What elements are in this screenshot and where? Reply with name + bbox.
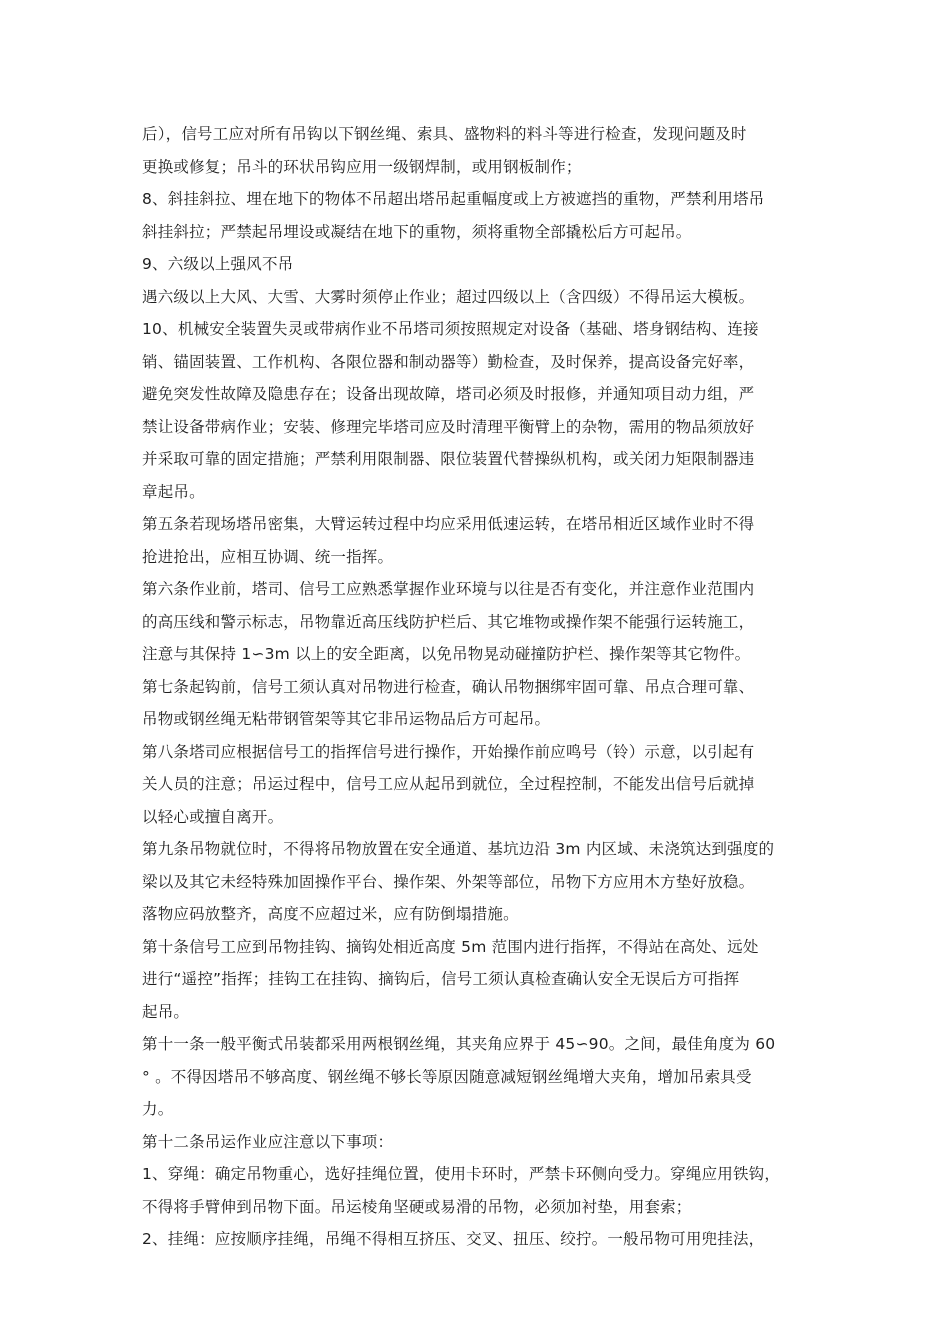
text-line: 梁以及其它未经特殊加固操作平台、操作架、外架等部位，吊物下方应用木方垫好放稳。 (142, 872, 755, 891)
text-line: 力。 (142, 1100, 174, 1118)
text-line: 更换或修复；吊斗的环状吊钩应用一级钢焊制，或用钢板制作； (142, 157, 582, 176)
text-line: 注意与其保持 1∽3m 以上的安全距离，以免吊物晃动碰撞防护栏、操作架等其它物件。 (142, 645, 751, 663)
text-line: 第七条起钩前，信号工须认真对吊物进行检查，确认吊物捆绑牢固可靠、吊点合理可靠、 (142, 677, 755, 696)
text-line: 8、斜挂斜拉、埋在地下的物体不吊超出塔吊起重幅度或上方被遮挡的重物，严禁利用塔吊 (142, 190, 765, 208)
text-line: 斜挂斜拉；严禁起吊埋设或凝结在地下的重物，须将重物全部撬松后方可起吊。 (142, 222, 692, 241)
text-line: 章起吊。 (142, 482, 205, 501)
text-line: 进行“遥控”指挥；挂钩工在挂钩、摘钩后，信号工须认真检查确认安全无误后方可指挥 (142, 970, 740, 988)
text-line: 第十条信号工应到吊物挂钩、摘钩处相近高度 5m 范围内进行指挥，不得站在高处、远处 (142, 937, 759, 956)
text-line: 10、机械安全装置失灵或带病作业不吊塔司须按照规定对设备（基础、塔身钢结构、连接 (142, 320, 759, 338)
text-line: ° 。不得因塔吊不够高度、钢丝绳不够长等原因随意减短钢丝绳增大夹角，增加吊索具受 (142, 1067, 752, 1086)
text-line: 遇六级以上大风、大雪、大雾时须停止作业；超过四级以上（含四级）不得吊运大模板。 (142, 287, 755, 306)
text-line: 第六条作业前，塔司、信号工应熟悉掌握作业环境与以往是否有变化，并注意作业范围内 (142, 580, 755, 598)
text-line: 第八条塔司应根据信号工的指挥信号进行操作，开始操作前应鸣号（铃）示意，以引起有 (142, 742, 755, 761)
text-line: 吊物或钢丝绳无粘带钢管架等其它非吊运物品后方可起吊。 (142, 710, 551, 728)
text-line: 销、锚固装置、工作机构、各限位器和制动器等）勤检查，及时保养，提高设备完好率， (142, 352, 755, 371)
text-line: 起吊。 (142, 1002, 190, 1021)
document-body (142, 118, 822, 1256)
text-line: 以轻心或擅自离开。 (142, 807, 284, 826)
text-line: 第五条若现场塔吊密集，大臂运转过程中均应采用低速运转，在塔吊相近区域作业时不得 (142, 515, 755, 533)
text-line: 避免突发性故障及隐患存在；设备出现故障，塔司必须及时报修，并通知项目动力组，严 (142, 385, 755, 403)
text-line: 9、六级以上强风不吊 (142, 255, 294, 273)
text-line: 抢进抢出，应相互协调、统一指挥。 (142, 547, 394, 566)
text-line: 第十一条一般平衡式吊装都采用两根钢丝绳，其夹角应界于 45∽90。之间，最佳角度为 60 (142, 1035, 776, 1053)
text-line: 关人员的注意；吊运过程中，信号工应从起吊到就位，全过程控制，不能发出信号后就掉 (142, 775, 755, 793)
text-line: 并采取可靠的固定措施；严禁利用限制器、限位装置代替操纵机构，或关闭力矩限制器违 (142, 450, 755, 468)
text-line: 的高压线和警示标志，吊物靠近高压线防护栏后、其它堆物或操作架不能强行运转施工， (142, 612, 755, 631)
text-line: 1、穿绳：确定吊物重心，选好挂绳位置，使用卡环时，严禁卡环侧向受力。穿绳应用铁钩， (142, 1165, 781, 1183)
text-line: 2、挂绳：应按顺序挂绳，吊绳不得相互挤压、交叉、扭压、绞拧。一般吊物可用兜挂法， (142, 1230, 765, 1248)
text-line: 第十二条吊运作业应注意以下事项： (142, 1132, 394, 1151)
text-line: 第九条吊物就位时，不得将吊物放置在安全通道、基坑边沿 3m 内区域、未浇筑达到强度的 (142, 840, 775, 858)
text-line: 后），信号工应对所有吊钩以下钢丝绳、索具、盛物料的料斗等进行检查，发现问题及时 (142, 125, 747, 143)
text-line: 禁让设备带病作业；安装、修理完毕塔司应及时清理平衡臂上的杂物，需用的物品须放好 (142, 417, 755, 436)
text-line: 落物应码放整齐，高度不应超过米，应有防倒塌措施。 (142, 905, 519, 923)
text-line: 不得将手臂伸到吊物下面。吊运棱角坚硬或易滑的吊物，必须加衬垫，用套索； (142, 1197, 692, 1216)
